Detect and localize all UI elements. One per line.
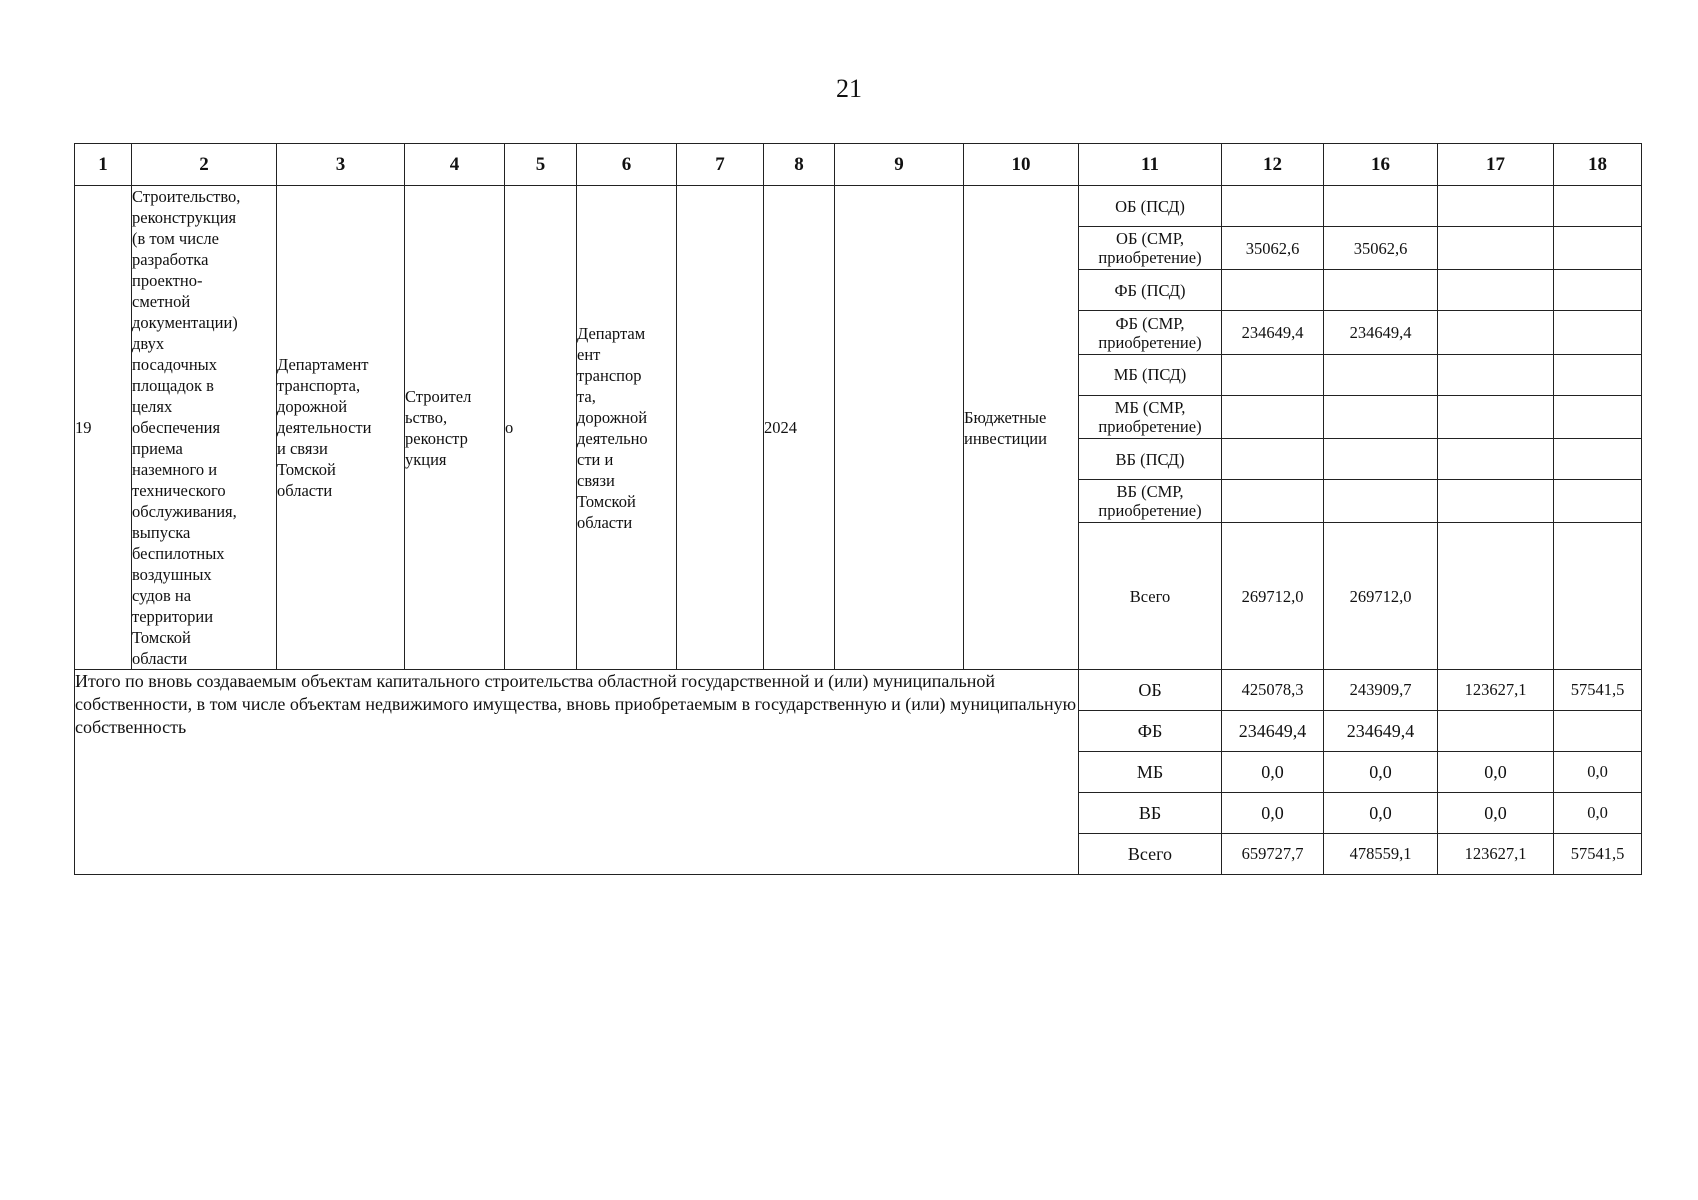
column-header: 5 <box>505 144 577 186</box>
totals-value-col12: 425078,3 <box>1222 670 1324 711</box>
value-col16: 269712,0 <box>1324 523 1438 670</box>
column-header: 7 <box>677 144 764 186</box>
column-header: 9 <box>835 144 964 186</box>
totals-label: Итого по вновь создаваемым объектам капитального строительства областной государственной и (или) муниципальной собственности, в том числе объектам недвижимого имущества, вновь приобретаемым в государственную и (или) муниципальную собственность <box>75 670 1079 875</box>
value-col18 <box>1554 395 1642 438</box>
value-col18 <box>1554 480 1642 523</box>
source-label: ФБ (СМР, приобретение) <box>1079 311 1222 354</box>
totals-source-label: МБ <box>1079 752 1222 793</box>
value-col16: 234649,4 <box>1324 311 1438 354</box>
totals-value-col12: 0,0 <box>1222 752 1324 793</box>
column-header: 17 <box>1438 144 1554 186</box>
value-col17 <box>1438 523 1554 670</box>
column-header: 6 <box>577 144 677 186</box>
page-number: 21 <box>836 74 862 103</box>
object-col9 <box>835 186 964 670</box>
source-label: ВБ (ПСД) <box>1079 438 1222 479</box>
column-header: 4 <box>405 144 505 186</box>
source-label: Всего <box>1079 523 1222 670</box>
totals-value-col16: 234649,4 <box>1324 711 1438 752</box>
value-col17 <box>1438 186 1554 227</box>
column-header: 2 <box>132 144 277 186</box>
object-customer: Департамент транспорта, дорожной деятельности и связи Томской области <box>277 186 405 670</box>
totals-source-label: Всего <box>1079 834 1222 875</box>
value-col12 <box>1222 395 1324 438</box>
column-header: 3 <box>277 144 405 186</box>
value-col17 <box>1438 311 1554 354</box>
column-header: 1 <box>75 144 132 186</box>
totals-value-col17: 123627,1 <box>1438 834 1554 875</box>
value-col18 <box>1554 354 1642 395</box>
column-header: 8 <box>764 144 835 186</box>
source-label: ВБ (СМР, приобретение) <box>1079 480 1222 523</box>
value-col17 <box>1438 438 1554 479</box>
value-col17 <box>1438 354 1554 395</box>
value-col12 <box>1222 480 1324 523</box>
column-header: 10 <box>964 144 1079 186</box>
totals-source-label: ВБ <box>1079 793 1222 834</box>
object-work-type: Строител ьство, реконстр укция <box>405 186 505 670</box>
value-col12 <box>1222 270 1324 311</box>
value-col18 <box>1554 186 1642 227</box>
source-label: МБ (ПСД) <box>1079 354 1222 395</box>
totals-value-col18: 57541,5 <box>1554 834 1642 875</box>
totals-value-col18: 0,0 <box>1554 752 1642 793</box>
object-developer: Департам ент транспор та, дорожной деятельно сти и связи Томской области <box>577 186 677 670</box>
totals-source-label: ОБ <box>1079 670 1222 711</box>
totals-value-col17: 0,0 <box>1438 793 1554 834</box>
totals-value-col16: 0,0 <box>1324 752 1438 793</box>
value-col18 <box>1554 438 1642 479</box>
value-col16 <box>1324 186 1438 227</box>
object-col5: о <box>505 186 577 670</box>
totals-value-col16: 478559,1 <box>1324 834 1438 875</box>
value-col17 <box>1438 480 1554 523</box>
totals-value-col16: 243909,7 <box>1324 670 1438 711</box>
object-number: 19 <box>75 186 132 670</box>
investment-table <box>74 143 1642 875</box>
column-header: 18 <box>1554 144 1642 186</box>
value-col16 <box>1324 480 1438 523</box>
totals-row <box>75 670 1642 711</box>
value-col12: 35062,6 <box>1222 227 1324 270</box>
value-col17 <box>1438 270 1554 311</box>
totals-value-col18: 57541,5 <box>1554 670 1642 711</box>
table-row <box>75 186 1642 227</box>
value-col16 <box>1324 354 1438 395</box>
totals-value-col12: 234649,4 <box>1222 711 1324 752</box>
totals-value-col17 <box>1438 711 1554 752</box>
source-label: ФБ (ПСД) <box>1079 270 1222 311</box>
totals-value-col17: 0,0 <box>1438 752 1554 793</box>
totals-value-col12: 0,0 <box>1222 793 1324 834</box>
value-col16 <box>1324 395 1438 438</box>
source-label: ОБ (ПСД) <box>1079 186 1222 227</box>
column-header: 16 <box>1324 144 1438 186</box>
value-col18 <box>1554 227 1642 270</box>
value-col12: 234649,4 <box>1222 311 1324 354</box>
object-year: 2024 <box>764 186 835 670</box>
column-number-row <box>75 144 1642 186</box>
totals-value-col16: 0,0 <box>1324 793 1438 834</box>
source-label: МБ (СМР, приобретение) <box>1079 395 1222 438</box>
source-label: ОБ (СМР, приобретение) <box>1079 227 1222 270</box>
totals-value-col18 <box>1554 711 1642 752</box>
value-col17 <box>1438 395 1554 438</box>
value-col18 <box>1554 523 1642 670</box>
object-funding-form: Бюджетные инвестиции <box>964 186 1079 670</box>
column-header: 12 <box>1222 144 1324 186</box>
value-col16 <box>1324 438 1438 479</box>
object-name: Строительство, реконструкция (в том числе разработка проектно- сметной документации) двух посадочных площадок в целях обеспечения приема наземного и технического обслуживания, выпуска беспилотных воздушных судов на территории Томской области <box>132 186 277 670</box>
object-col7 <box>677 186 764 670</box>
totals-value-col17: 123627,1 <box>1438 670 1554 711</box>
value-col12: 269712,0 <box>1222 523 1324 670</box>
totals-value-col18: 0,0 <box>1554 793 1642 834</box>
value-col12 <box>1222 438 1324 479</box>
value-col16: 35062,6 <box>1324 227 1438 270</box>
value-col16 <box>1324 270 1438 311</box>
value-col12 <box>1222 186 1324 227</box>
value-col18 <box>1554 270 1642 311</box>
column-header: 11 <box>1079 144 1222 186</box>
value-col17 <box>1438 227 1554 270</box>
totals-value-col12: 659727,7 <box>1222 834 1324 875</box>
value-col12 <box>1222 354 1324 395</box>
value-col18 <box>1554 311 1642 354</box>
totals-source-label: ФБ <box>1079 711 1222 752</box>
